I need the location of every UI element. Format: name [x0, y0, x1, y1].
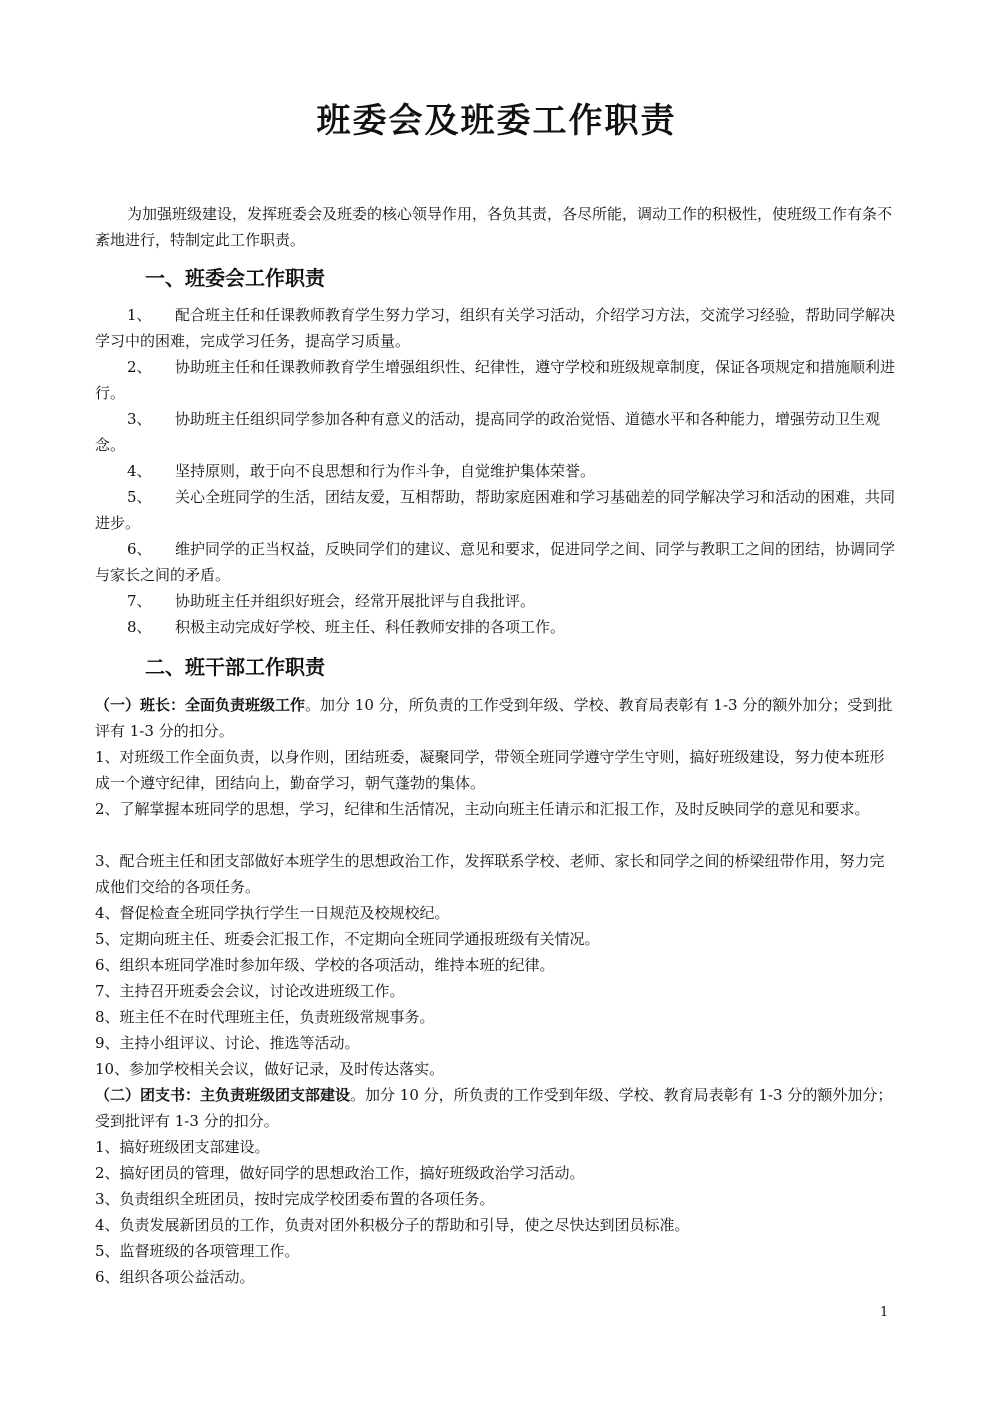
item-number: 3、 — [127, 410, 152, 428]
item-text: 配合班主任和任课教师教育学生努力学习，组织有关学习活动，介绍学习方法，交流学习经验，帮助同学解决学习中的困难，完成学习任务，提高学习质量。 — [95, 306, 896, 350]
item-text: 协助班主任组织同学参加各种有意义的活动，提高同学的政治觉悟、道德水平和各种能力，增强劳动卫生观念。 — [95, 410, 881, 454]
monitor-title-rest: 。加分 10 分，所负责的工作受到年级、学校、教育局表彰有 1-3 分的额外加分；受到批评有 1-3 分的扣分。 — [95, 696, 893, 740]
page-title: 班委会及班委工作职责 — [316, 101, 677, 141]
league-subsection-title — [95, 1082, 897, 1134]
monitor-item: 9、主持小组评议、讨论、推选等活动。 — [95, 1034, 360, 1052]
item-text: 积极主动完成好学校、班主任、科任教师安排的各项工作。 — [175, 618, 566, 636]
page-number: 1 — [880, 1305, 889, 1320]
item-number: 8、 — [127, 618, 152, 636]
section1-item — [95, 406, 897, 458]
monitor-subsection-title — [95, 692, 897, 744]
section1-item — [95, 302, 897, 354]
monitor-item: 10、参加学校相关会议，做好记录，及时传达落实。 — [95, 1060, 445, 1078]
item-number: 7、 — [127, 592, 152, 610]
item-text: 维护同学的正当权益，反映同学们的建议、意见和要求，促进同学之间、同学与教职工之间的团结，协调同学与家长之间的矛盾。 — [95, 540, 896, 584]
item-number: 5、 — [127, 488, 152, 506]
section1-item — [95, 354, 897, 406]
item-number: 1、 — [127, 306, 152, 324]
league-title-rest: 。加分 10 分，所负责的工作受到年级、学校、教育局表彰有 1-3 分的额外加分；受到批评有 1-3 分的扣分。 — [95, 1086, 893, 1130]
league-item: 5、监督班级的各项管理工作。 — [95, 1242, 300, 1260]
section2-heading: 二、班干部工作职责 — [145, 655, 325, 679]
monitor-item: 1、对班级工作全面负责，以身作则，团结班委，凝聚同学，带领全班同学遵守学生守则，搞好班级建设，努力使本班形成一个遵守纪律，团结向上，勤奋学习，朝气蓬勃的集体。 — [95, 748, 885, 792]
section1-item — [95, 536, 897, 588]
item-number: 6、 — [127, 540, 152, 558]
league-item: 6、组织各项公益活动。 — [95, 1268, 255, 1286]
monitor-item: 5、定期向班主任、班委会汇报工作，不定期向全班同学通报班级有关情况。 — [95, 930, 600, 948]
league-item: 2、搞好团员的管理，做好同学的思想政治工作，搞好班级政治学习活动。 — [95, 1164, 585, 1182]
section1-item — [95, 484, 897, 536]
section1-heading: 一、班委会工作职责 — [145, 266, 325, 290]
league-item: 1、搞好班级团支部建设。 — [95, 1138, 270, 1156]
league-title-bold: （二）团支书：主负责班级团支部建设 — [95, 1086, 351, 1104]
item-text: 协助班主任和任课教师教育学生增强组织性、纪律性，遵守学校和班级规章制度，保证各项规定和措施顺利进行。 — [95, 358, 896, 402]
league-item: 3、负责组织全班团员，按时完成学校团委布置的各项任务。 — [95, 1190, 495, 1208]
item-text: 协助班主任并组织好班会，经常开展批评与自我批评。 — [175, 592, 536, 610]
section1-item — [95, 588, 897, 614]
monitor-item: 4、督促检查全班同学执行学生一日规范及校规校纪。 — [95, 904, 450, 922]
monitor-item: 3、配合班主任和团支部做好本班学生的思想政治工作，发挥联系学校、老师、家长和同学之间的桥梁纽带作用，努力完成他们交给的各项任务。 — [95, 852, 885, 896]
monitor-item: 2、了解掌握本班同学的思想，学习，纪律和生活情况，主动向班主任请示和汇报工作，及时反映同学的意见和要求。 — [95, 800, 870, 818]
monitor-item: 7、主持召开班委会会议，讨论改进班级工作。 — [95, 982, 405, 1000]
monitor-item: 8、班主任不在时代理班主任，负责班级常规事务。 — [95, 1008, 435, 1026]
item-text: 关心全班同学的生活，团结友爱，互相帮助，帮助家庭困难和学习基础差的同学解决学习和活动的困难，共同进步。 — [95, 488, 896, 532]
league-item: 4、负责发展新团员的工作，负责对团外积极分子的帮助和引导，使之尽快达到团员标准。 — [95, 1216, 690, 1234]
section1-item — [95, 614, 897, 640]
intro-paragraph: 为加强班级建设，发挥班委会及班委的核心领导作用，各负其责，各尽所能，调动工作的积极性，使班级工作有条不紊地进行，特制定此工作职责。 — [95, 205, 893, 249]
monitor-title-bold: （一）班长：全面负责班级工作 — [95, 696, 306, 714]
item-text: 坚持原则，敢于向不良思想和行为作斗争，自觉维护集体荣誉。 — [175, 462, 596, 480]
monitor-item: 6、组织本班同学准时参加年级、学校的各项活动，维持本班的纪律。 — [95, 956, 555, 974]
item-number: 4、 — [127, 462, 152, 480]
item-number: 2、 — [127, 358, 152, 376]
section1-item — [95, 458, 897, 484]
